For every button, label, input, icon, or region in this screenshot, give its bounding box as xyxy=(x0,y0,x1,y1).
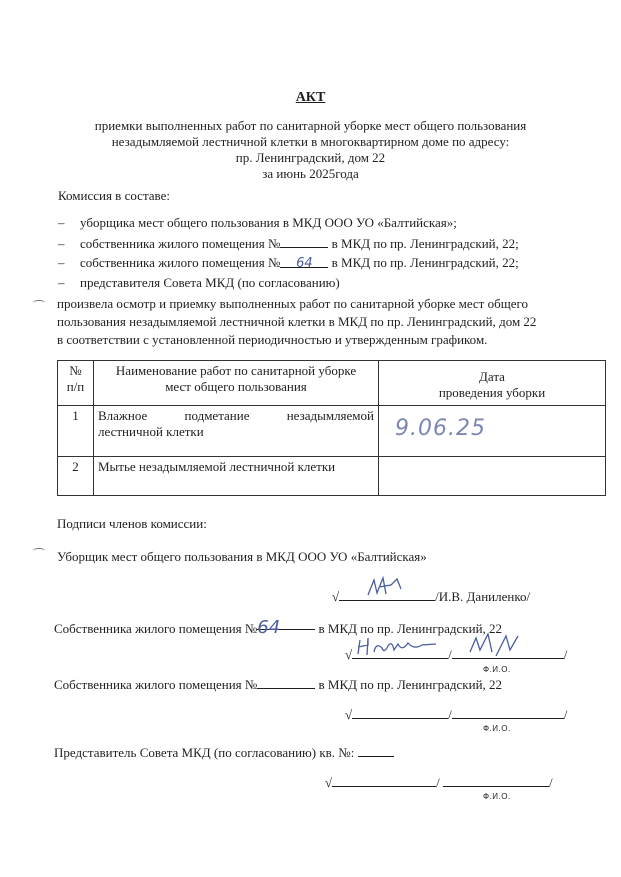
owner-2-signature-blank[interactable] xyxy=(352,706,448,719)
row-name-line-2: лестничной клетки xyxy=(98,424,204,439)
row-name: Мытье незадымляемой лестничной клетки xyxy=(94,457,379,496)
commission-member-owner-2 xyxy=(58,255,519,271)
owner-2-apartment-blank[interactable] xyxy=(257,676,315,689)
owner-1-signature-line xyxy=(345,646,567,663)
header-date-line-2: проведения уборки xyxy=(438,385,546,400)
margin-mark xyxy=(33,548,45,553)
check-mark: √ xyxy=(332,589,340,604)
dash-marker: – xyxy=(58,275,65,290)
slash: / xyxy=(549,775,553,790)
cleaner-signature-blank[interactable] xyxy=(339,588,435,601)
council-rep-label xyxy=(54,744,394,761)
table-row xyxy=(58,457,606,496)
dash-marker: – xyxy=(58,236,65,251)
header-num-line-2: п/п xyxy=(66,379,85,394)
owner-2-fio-blank[interactable] xyxy=(452,706,564,719)
cleaner-signature-line xyxy=(332,588,530,605)
handwritten-date: 9.06.25 xyxy=(395,416,486,441)
row-date[interactable] xyxy=(379,457,606,496)
subtitle-line-1: приемки выполненных работ по санитарной уборке мест общего пользования xyxy=(94,118,527,133)
check-mark: √ xyxy=(345,707,353,722)
owner-1-fio-blank[interactable] xyxy=(452,646,564,659)
dash-marker: – xyxy=(58,215,65,230)
header-date-line-1: Дата xyxy=(479,369,505,384)
row-date[interactable] xyxy=(379,406,606,457)
header-num-line-1: № xyxy=(69,363,82,378)
signature-scribble-icon xyxy=(354,634,444,658)
document-title: АКТ xyxy=(295,90,326,105)
cleaner-name: /И.В. Даниленко/ xyxy=(435,589,531,604)
council-signature-blank[interactable] xyxy=(332,774,436,787)
header-name-line-1: Наименование работ по санитарной уборке xyxy=(115,363,357,378)
margin-mark xyxy=(33,300,45,305)
body-line-2: пользования незадымляемой лестничной клетки в МКД по пр. Ленинградский, дом 22 xyxy=(57,314,537,329)
check-mark: √ xyxy=(345,647,353,662)
commission-heading: Комиссия в составе: xyxy=(58,188,170,203)
header-name xyxy=(94,361,379,406)
fio-caption: Ф.И.О. xyxy=(483,724,511,733)
row-name-word: Влажное xyxy=(98,408,148,423)
commission-member-cleaner xyxy=(58,215,457,231)
commission-member-owner-1 xyxy=(58,235,519,252)
member-text: собственника жилого помещения № xyxy=(80,255,281,270)
address-line: пр. Ленинградский, дом 22 xyxy=(235,150,386,165)
slash: / xyxy=(448,647,452,662)
member-text: собственника жилого помещения № xyxy=(80,236,281,251)
fio-caption: Ф.И.О. xyxy=(483,665,511,674)
check-mark: √ xyxy=(325,775,333,790)
owner-1-apartment-blank[interactable] xyxy=(257,617,315,638)
apartment-blank[interactable] xyxy=(280,255,328,271)
owner-1-text: Собственника жилого помещения № xyxy=(54,621,258,636)
owner-1-signature-blank[interactable] xyxy=(352,646,448,659)
signature-scribble-icon xyxy=(365,576,405,598)
body-line-1: произвела осмотр и приемку выполненных работ по санитарной уборке мест общего xyxy=(57,296,529,311)
fio-caption: Ф.И.О. xyxy=(483,792,511,801)
member-text: представителя Совета МКД (по согласованию) xyxy=(80,275,340,290)
slash: / xyxy=(436,775,440,790)
row-name-word: незадымляемой xyxy=(286,408,374,423)
header-name-line-2: мест общего пользования xyxy=(165,379,307,394)
council-fio-blank[interactable] xyxy=(443,774,549,787)
owner-1-text: в МКД по пр. Ленинградский, 22 xyxy=(318,621,503,636)
member-text: в МКД по пр. Ленинградский, 22; xyxy=(331,255,519,270)
apartment-blank[interactable] xyxy=(280,235,328,248)
owner-2-text: в МКД по пр. Ленинградский, 22 xyxy=(318,677,503,692)
owner-2-text: Собственника жилого помещения № xyxy=(54,677,258,692)
council-signature-line xyxy=(325,774,553,791)
slash: / xyxy=(563,647,568,662)
period-line: за июнь 2025года xyxy=(262,166,359,181)
owner-2-label xyxy=(54,676,502,693)
subtitle-line-2: незадымляемой лестничной клетки в многоквартирном доме по адресу: xyxy=(111,134,510,149)
handwritten-apartment: 64 xyxy=(257,617,281,638)
header-date xyxy=(379,361,606,406)
cleaner-label: Уборщик мест общего пользования в МКД ООО УО «Балтийская» xyxy=(57,549,427,564)
slash: / xyxy=(448,707,452,722)
row-name-word: подметание xyxy=(184,408,250,423)
commission-member-council xyxy=(58,275,340,291)
table-row xyxy=(58,406,606,457)
signature-scribble-icon xyxy=(466,632,522,660)
row-num: 1 xyxy=(58,406,94,457)
owner-2-signature-line xyxy=(345,706,567,723)
row-num: 2 xyxy=(58,457,94,496)
row-name xyxy=(94,406,379,457)
body-line-3: в соответствии с установленной периодичностью и утвержденным графиком. xyxy=(57,332,488,347)
council-apartment-blank[interactable] xyxy=(358,744,394,757)
member-text: в МКД по пр. Ленинградский, 22; xyxy=(331,236,519,251)
header-num xyxy=(58,361,94,406)
slash: / xyxy=(563,707,568,722)
signatures-heading: Подписи членов комиссии: xyxy=(57,516,207,531)
dash-marker: – xyxy=(58,255,65,270)
works-table xyxy=(57,360,606,496)
council-rep-text: Представитель Совета МКД (по согласованию) кв. №: xyxy=(54,745,355,760)
table-header-row xyxy=(58,361,606,406)
member-text: уборщика мест общего пользования в МКД ООО УО «Балтийская»; xyxy=(80,215,457,230)
handwritten-apartment: 64 xyxy=(296,256,313,271)
